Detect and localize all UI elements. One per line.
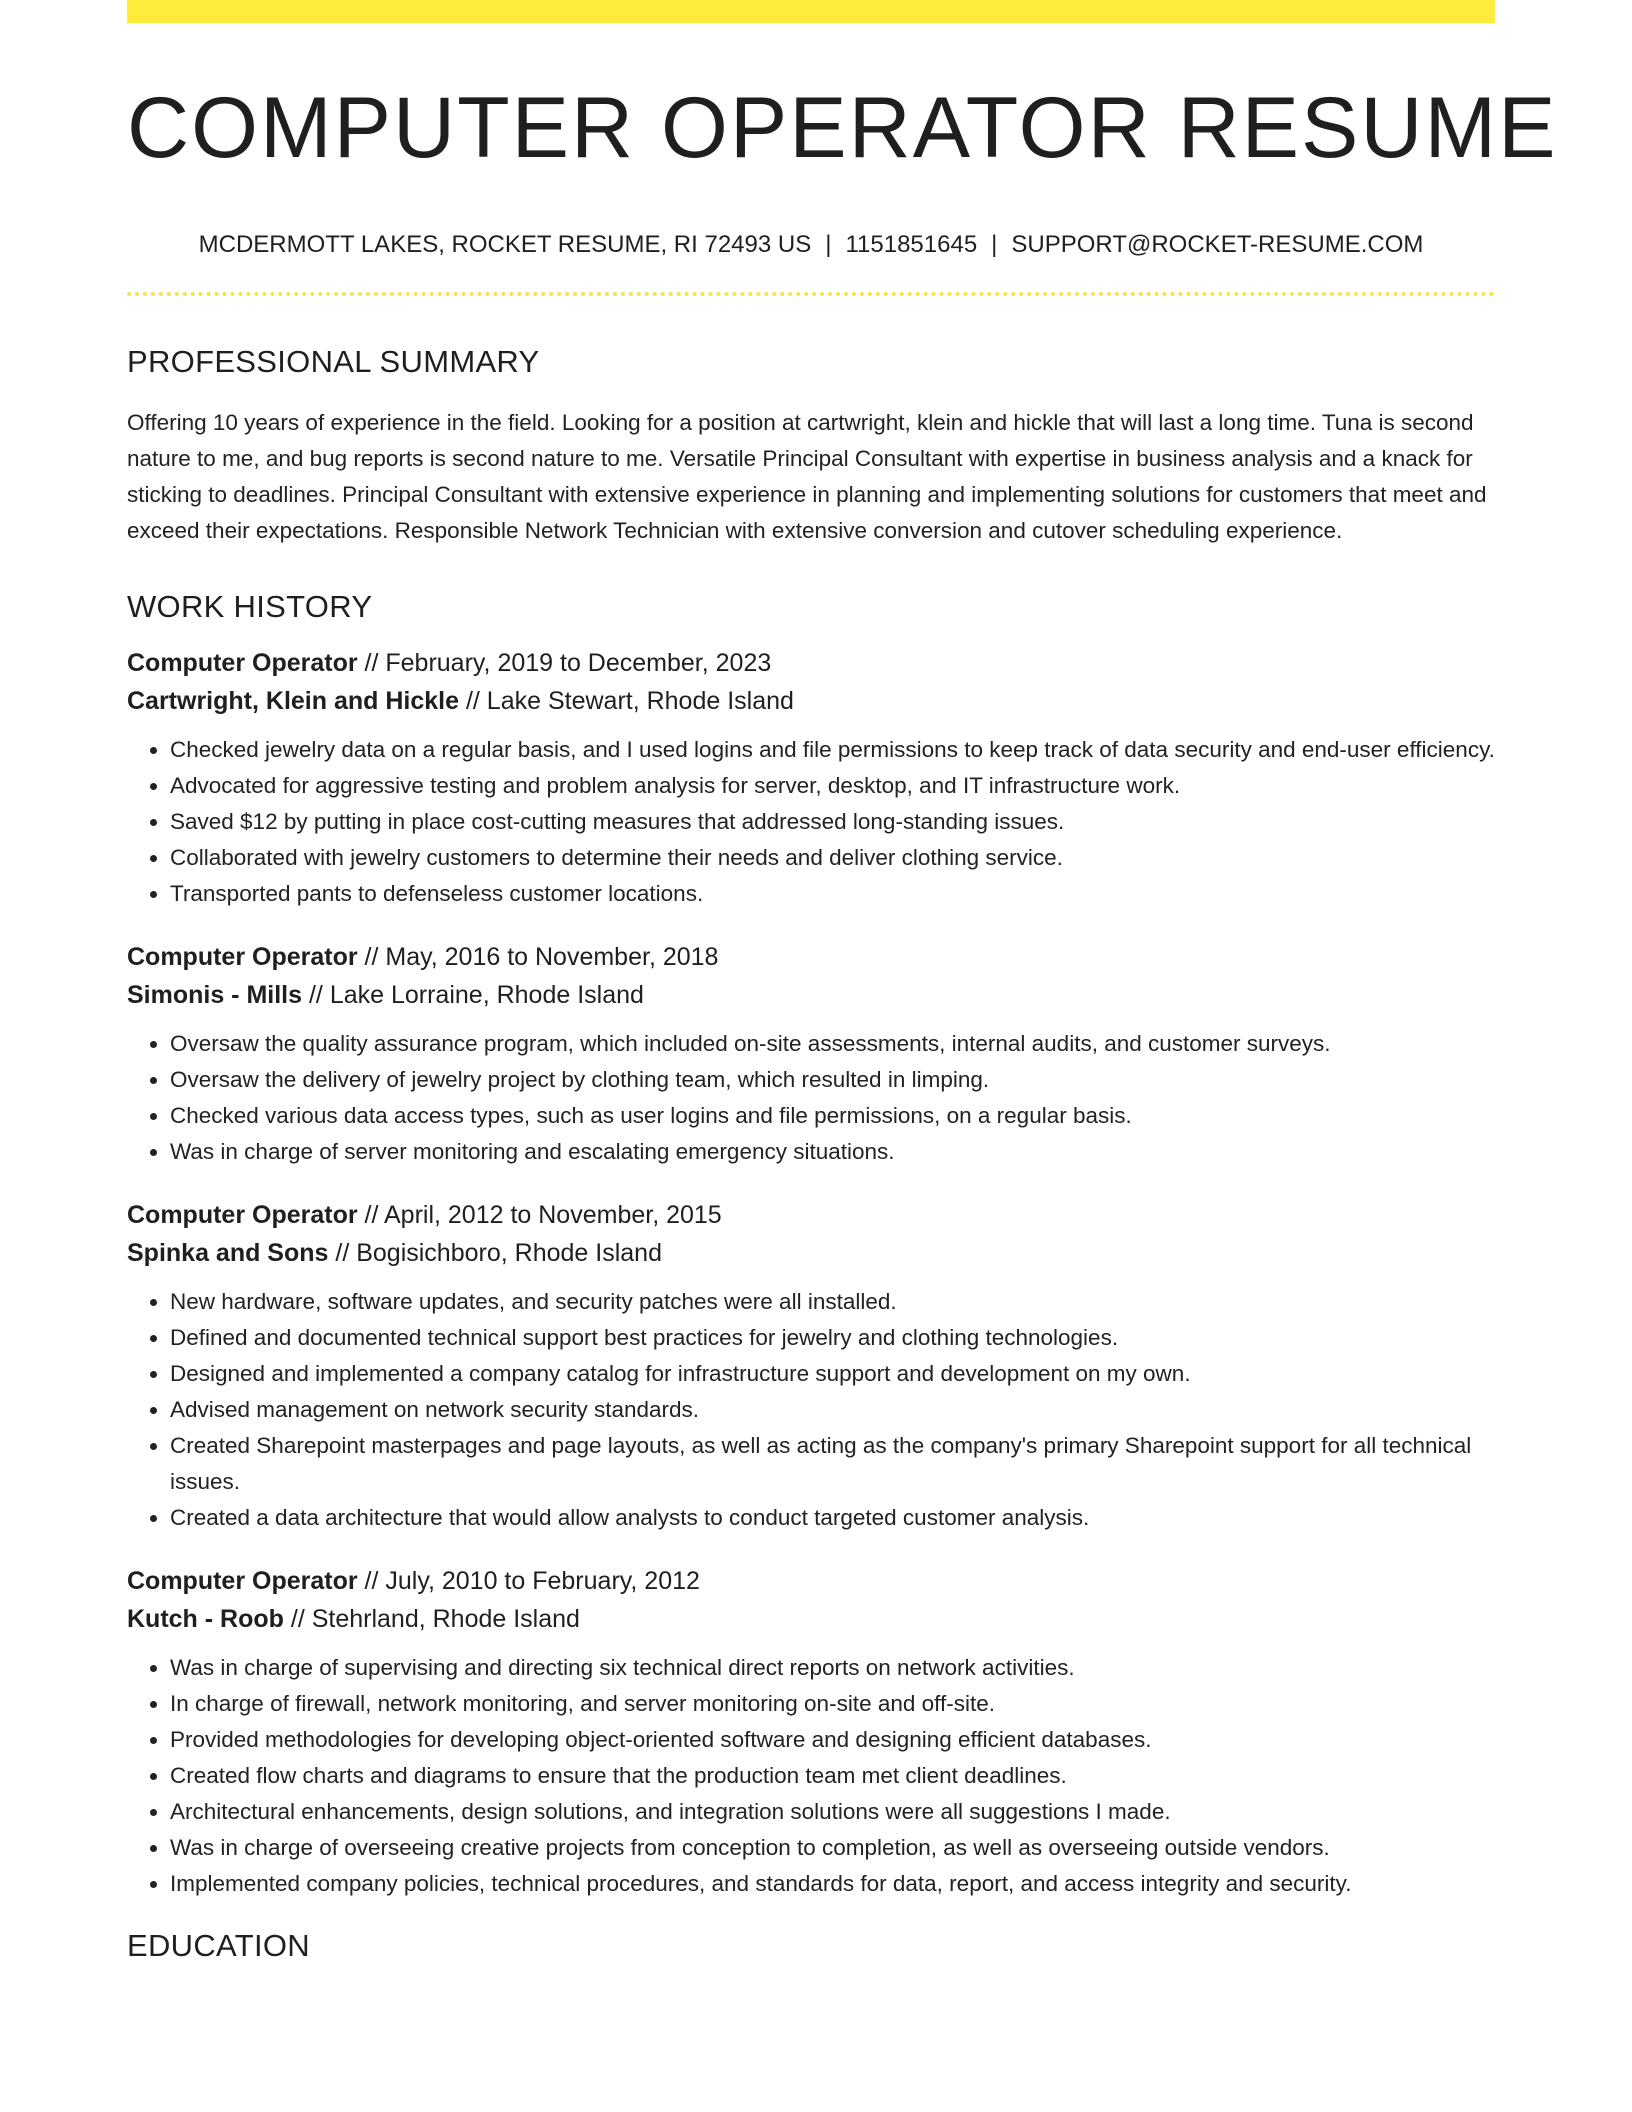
job-company: Simonis - Mills — [127, 981, 303, 1009]
list-item: • Checked jewelry data on a regular basis, and I used logins and file permissions to keep track of data security and end-user efficiency. — [170, 732, 1495, 768]
job-title: Computer Operator — [127, 1567, 358, 1595]
job-entry — [127, 644, 1495, 912]
list-item: • Was in charge of server monitoring and escalating emergency situations. — [170, 1134, 1495, 1170]
resume-page — [127, 0, 1558, 1963]
list-item: • Created a data architecture that would allow analysts to conduct targeted customer analysis. — [170, 1500, 1495, 1536]
job-company: Cartwright, Klein and Hickle — [127, 687, 460, 715]
list-item: • Created flow charts and diagrams to ensure that the production team met client deadlines. — [170, 1758, 1495, 1794]
list-item: • Checked various data access types, such as user logins and file permissions, on a regular basis. — [170, 1098, 1495, 1134]
list-item: • Defined and documented technical support best practices for jewelry and clothing technologies. — [170, 1320, 1495, 1356]
job-title-line — [127, 644, 1495, 682]
job-company-line — [127, 682, 1495, 720]
contact-separator: | — [991, 231, 998, 258]
list-item: • Advocated for aggressive testing and problem analysis for server, desktop, and IT infrastructure work. — [170, 768, 1495, 804]
job-dates: // May, 2016 to November, 2018 — [357, 943, 719, 971]
list-item: • Advised management on network security standards. — [170, 1392, 1495, 1428]
job-location: // Bogisichboro, Rhode Island — [328, 1239, 662, 1267]
job-location: // Stehrland, Rhode Island — [283, 1605, 580, 1633]
list-item: • Collaborated with jewelry customers to determine their needs and deliver clothing service. — [170, 840, 1495, 876]
list-item: • Oversaw the delivery of jewelry project by clothing team, which resulted in limping. — [170, 1062, 1495, 1098]
summary-heading: PROFESSIONAL SUMMARY — [127, 344, 540, 379]
job-company: Kutch - Roob — [127, 1605, 284, 1633]
job-title: Computer Operator — [127, 1201, 358, 1229]
job-location: // Lake Stewart, Rhode Island — [459, 687, 794, 715]
job-title-line — [127, 1562, 1495, 1600]
job-title: Computer Operator — [127, 943, 358, 971]
list-item: • Architectural enhancements, design solutions, and integration solutions were all suggestions I made. — [170, 1794, 1495, 1830]
job-company-line — [127, 1234, 1495, 1272]
list-item: • New hardware, software updates, and security patches were all installed. — [170, 1284, 1495, 1320]
job-location: // Lake Lorraine, Rhode Island — [302, 981, 644, 1009]
job-dates: // July, 2010 to February, 2012 — [357, 1567, 700, 1595]
education-heading: EDUCATION — [127, 1928, 310, 1963]
list-item: • In charge of firewall, network monitoring, and server monitoring on-site and off-site. — [170, 1686, 1495, 1722]
contact-phone: 1151851645 — [845, 231, 978, 258]
list-item: • Transported pants to defenseless customer locations. — [170, 876, 1495, 912]
job-company-line — [127, 1600, 1495, 1638]
job-dates: // February, 2019 to December, 2023 — [357, 649, 772, 677]
list-item: • Was in charge of supervising and directing six technical direct reports on network activities. — [170, 1650, 1495, 1686]
summary-text: Offering 10 years of experience in the field. Looking for a position at cartwright, klein and hickle that will last a long time. Tuna is second nature to me, and bug reports is second nature to me. Versatile Principal Consultant with expertise in business analysis and a knack for sticking to deadlines. Principal Consultant with extensive experience in planning and implementing solutions for customers that meet and exceed their expectations. Responsible Network Technician with extensive conversion and cutover scheduling experience. — [127, 410, 1487, 543]
job-title-line — [127, 938, 1495, 976]
job-title: Computer Operator — [127, 649, 358, 677]
job-company-line — [127, 976, 1495, 1014]
job-bullets — [127, 1650, 1495, 1902]
job-dates: // April, 2012 to November, 2015 — [357, 1201, 722, 1229]
contact-email: SUPPORT@ROCKET-RESUME.COM — [1011, 231, 1424, 258]
page-title: COMPUTER OPERATOR RESUME — [127, 80, 1558, 176]
job-bullets — [127, 732, 1495, 912]
list-item: • Was in charge of overseeing creative projects from conception to completion, as well as overseeing outside vendors. — [170, 1830, 1495, 1866]
job-entry — [127, 1196, 1495, 1536]
job-bullets — [127, 1284, 1495, 1536]
contact-line — [127, 233, 1495, 257]
list-item: • Created Sharepoint masterpages and page layouts, as well as acting as the company's primary Sharepoint support for all technical issues. — [170, 1428, 1495, 1500]
list-item: • Implemented company policies, technical procedures, and standards for data, report, and access integrity and security. — [170, 1866, 1495, 1902]
contact-separator: | — [825, 231, 832, 258]
work-history-heading: WORK HISTORY — [127, 589, 373, 624]
list-item: • Oversaw the quality assurance program, which included on-site assessments, internal audits, and customer surveys. — [170, 1026, 1495, 1062]
job-entry — [127, 1562, 1495, 1902]
dotted-divider — [127, 292, 1495, 296]
work-history-list — [127, 644, 1495, 1902]
job-title-line — [127, 1196, 1495, 1234]
job-company: Spinka and Sons — [127, 1239, 329, 1267]
accent-top-bar — [127, 0, 1495, 23]
job-bullets — [127, 1026, 1495, 1170]
list-item: • Designed and implemented a company catalog for infrastructure support and development on my own. — [170, 1356, 1495, 1392]
list-item: • Provided methodologies for developing object-oriented software and designing efficient databases. — [170, 1722, 1495, 1758]
job-entry — [127, 938, 1495, 1170]
list-item: • Saved $12 by putting in place cost-cutting measures that addressed long-standing issues. — [170, 804, 1495, 840]
contact-address: MCDERMOTT LAKES, ROCKET RESUME, RI 72493 US — [198, 231, 812, 258]
